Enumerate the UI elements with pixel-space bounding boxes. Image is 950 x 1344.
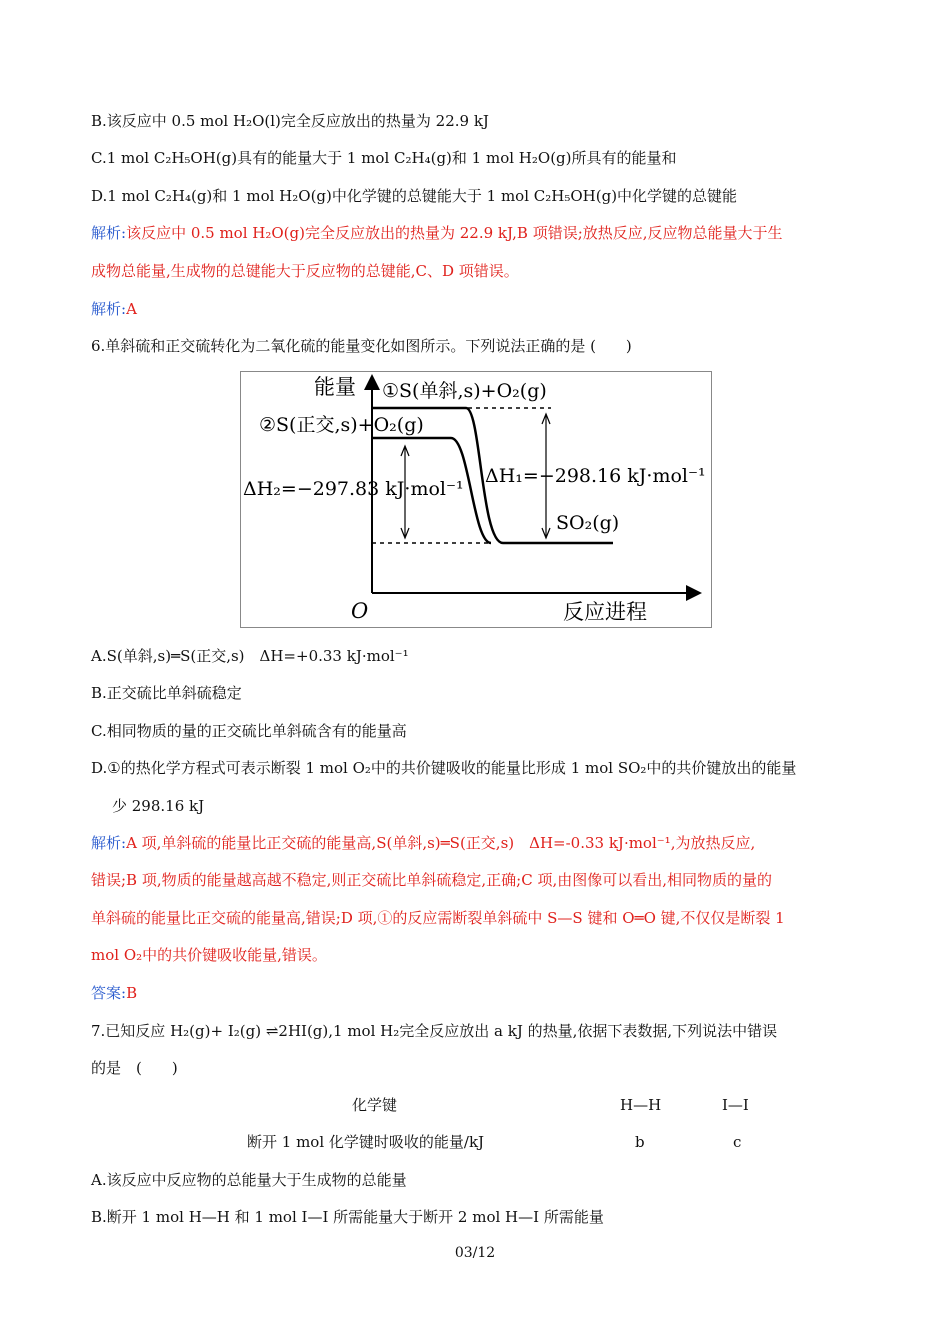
y-axis-label: 能量 [314,375,356,399]
question-6: 6.单斜硫和正交硫转化为二氧化硫的能量变化如图所示。下列说法正确的是 ( ) [91,337,632,355]
explanation-q6-line2: 错误;B 项,物质的能量越高越不稳定,则正交硫比单斜硫稳定,正确;C 项,由图像可以看出,相同物质的量的 [91,871,772,889]
answer-value: A [126,300,137,318]
answer-label: 答案: [91,984,127,1002]
option-d-q6-line1: D.①的热化学方程式可表示断裂 1 mol O₂中的共价键吸收的能量比形成 1 mol SO₂中的共价键放出的能量 [91,759,797,777]
energy-diagram-svg [241,372,711,627]
x-axis-label: 反应进程 [563,600,647,624]
explanation-text: 该反应中 0.5 mol H₂O(g)完全反应放出的热量为 22.9 kJ,B 项错误;放热反应,反应物总能量大于生 [126,224,783,242]
explanation-q5-answer [91,299,137,319]
explanation-q5-line2: 成物总能量,生成物的总键能大于反应物的总键能,C、D 项错误。 [91,262,519,280]
question-7-line2: 的是 ( ) [91,1059,178,1077]
answer-value: B [126,984,138,1002]
question-7-line1: 7.已知反应 H₂(g)+ I₂(g) ⇌2HI(g),1 mol H₂完全反应放出 a kJ 的热量,依据下表数据,下列说法中错误 [91,1022,778,1040]
table-cell-ii: c [733,1133,742,1151]
origin-label: O [351,599,369,623]
option-d-q6-line2: 少 298.16 kJ [112,797,205,815]
explanation-q5-line1 [91,223,783,243]
curve-1-label: ①S(单斜,s)+O₂(g) [382,380,547,402]
dh1-label: ΔH₁=−298.16 kJ·mol⁻¹ [485,465,706,487]
table-header-ii: I—I [722,1096,749,1114]
option-c-q6: C.相同物质的量的正交硫比单斜硫含有的能量高 [91,722,407,740]
option-b-q5: B.该反应中 0.5 mol H₂O(l)完全反应放出的热量为 22.9 kJ [91,112,489,130]
energy-diagram [240,371,712,628]
table-header-bond: 化学键 [352,1096,398,1114]
table-row-label: 断开 1 mol 化学键时吸收的能量/kJ [247,1133,485,1151]
option-b-q7: B.断开 1 mol H—H 和 1 mol I—I 所需能量大于断开 2 mol H—I 所需能量 [91,1208,604,1226]
dh2-label: ΔH₂=−297.83 kJ·mol⁻¹ [243,478,464,500]
explanation-q6-line4: mol O₂中的共价键吸收能量,错误。 [91,946,327,964]
curve-2-label: ②S(正交,s)+O₂(g) [259,414,424,436]
option-b-q6: B.正交硫比单斜硫稳定 [91,684,242,702]
explanation-q6-line3: 单斜硫的能量比正交硫的能量高,错误;D 项,①的反应需断裂单斜硫中 S—S 键和 O═O 键,不仅仅是断裂 1 [91,909,785,927]
explanation-q6-line1 [91,833,755,853]
answer-q6 [91,983,137,1003]
explanation-label: 解析: [91,834,127,852]
page-number: 03/12 [454,1245,496,1261]
product-label: SO₂(g) [556,512,620,534]
table-header-hh: H—H [620,1096,662,1114]
option-a-q6: A.S(单斜,s)═S(正交,s) ΔH=+0.33 kJ·mol⁻¹ [91,647,409,665]
explanation-label: 解析: [91,300,127,318]
option-c-q5: C.1 mol C₂H₅OH(g)具有的能量大于 1 mol C₂H₄(g)和 1 mol H₂O(g)所具有的能量和 [91,149,677,167]
table-cell-hh: b [635,1133,645,1151]
option-a-q7: A.该反应中反应物的总能量大于生成物的总能量 [91,1171,407,1189]
explanation-text: A 项,单斜硫的能量比正交硫的能量高,S(单斜,s)═S(正交,s) ΔH=-0.33 kJ·mol⁻¹,为放热反应, [126,834,756,852]
explanation-label: 解析: [91,224,127,242]
option-d-q5: D.1 mol C₂H₄(g)和 1 mol H₂O(g)中化学键的总键能大于 1 mol C₂H₅OH(g)中化学键的总键能 [91,187,738,205]
